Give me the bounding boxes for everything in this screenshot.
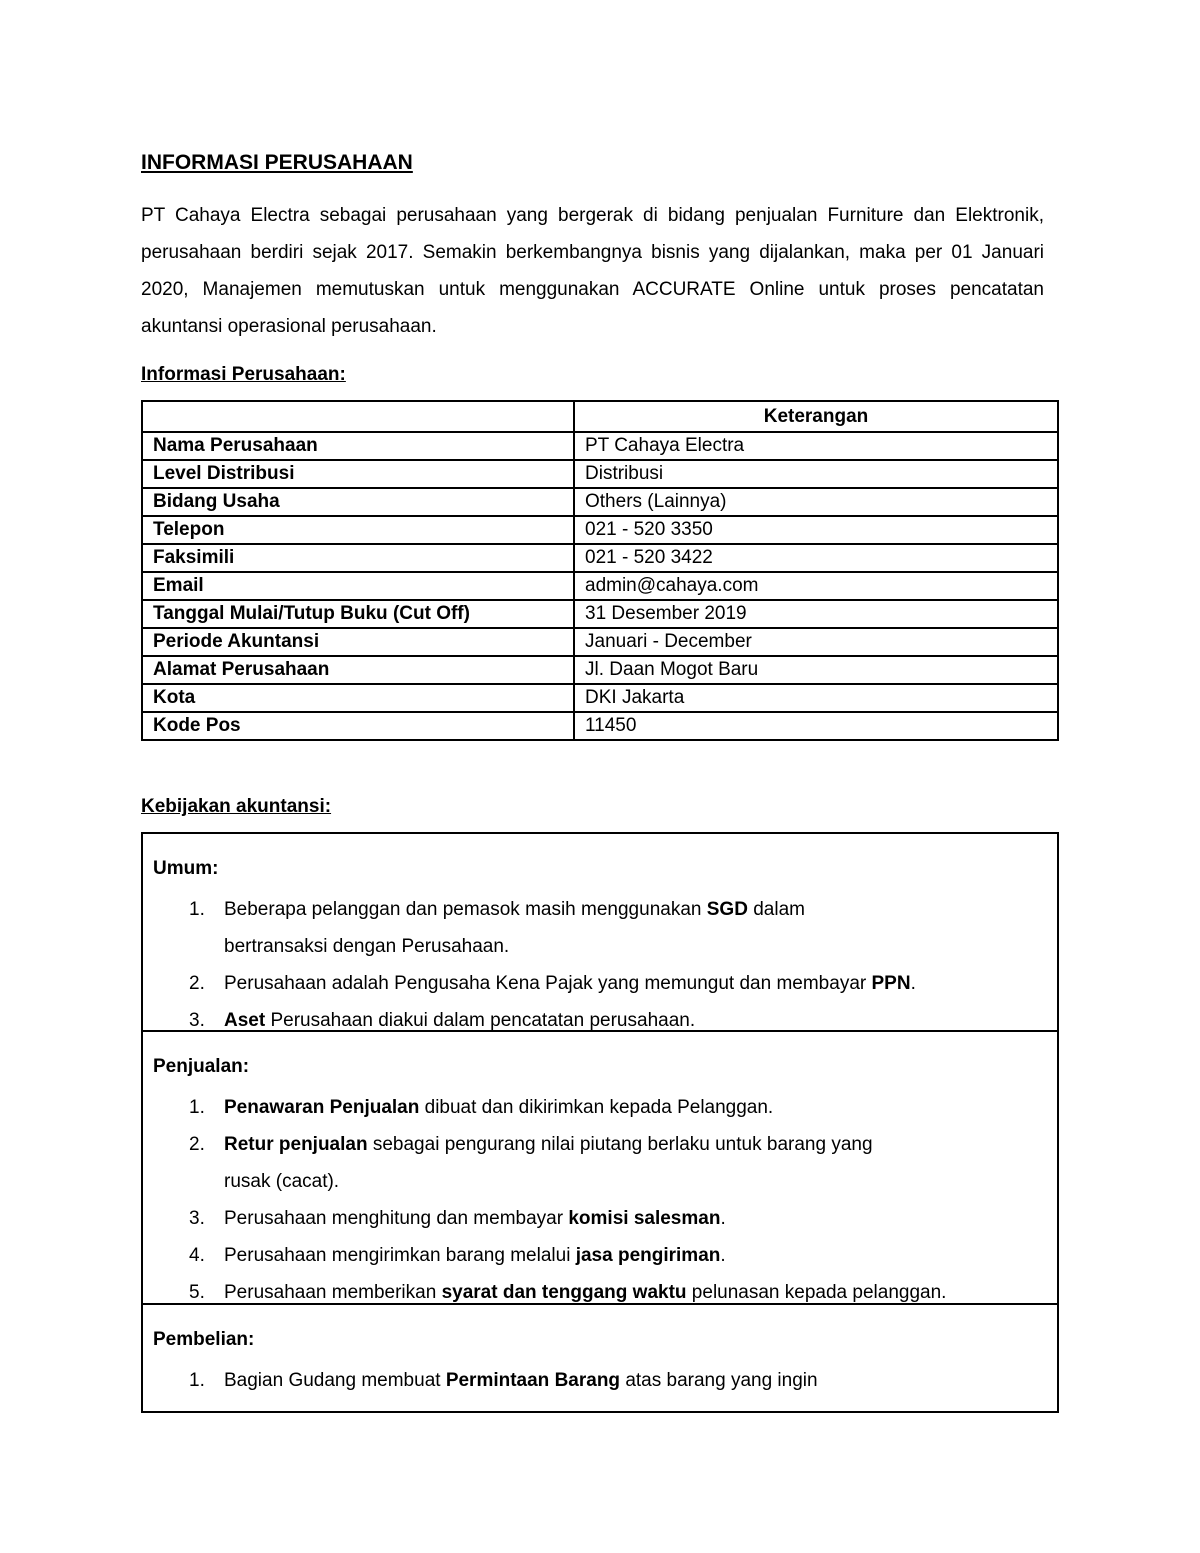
- item-text-bold: Retur penjualan: [224, 1134, 368, 1155]
- umum-title: Umum:: [153, 858, 219, 879]
- list-number: 1.: [189, 1370, 205, 1391]
- row-value: Januari - December: [574, 628, 1058, 656]
- item-text-bold: jasa pengiriman: [575, 1245, 721, 1266]
- list-number: 2.: [189, 973, 205, 994]
- list-number: 4.: [189, 1245, 205, 1266]
- row-value: 11450: [574, 712, 1058, 740]
- table-row: [142, 432, 1058, 460]
- umum-list: [143, 891, 1043, 1039]
- table-row: [142, 628, 1058, 656]
- list-item: [143, 1126, 1043, 1200]
- policy-umum-section: [143, 834, 1057, 1032]
- item-text-bold: SGD: [706, 899, 748, 920]
- list-number: 2.: [189, 1134, 205, 1155]
- item-text-post: Perusahaan diakui dalam pencatatan perusahaan.: [265, 1010, 696, 1031]
- item-text-post: .: [720, 1208, 726, 1229]
- row-value: PT Cahaya Electra: [574, 432, 1058, 460]
- row-value: 31 Desember 2019: [574, 600, 1058, 628]
- list-item: [143, 965, 1043, 1002]
- row-label: Kota: [142, 684, 574, 712]
- penjualan-list: [143, 1089, 1043, 1311]
- list-number: 3.: [189, 1010, 205, 1031]
- list-item: [143, 1089, 1043, 1126]
- row-value: 021 - 520 3422: [574, 544, 1058, 572]
- item-text-bold: Aset: [224, 1010, 266, 1031]
- table-row: [142, 712, 1058, 740]
- policy-title: Kebijakan akuntansi:: [141, 796, 332, 817]
- table-row: [142, 516, 1058, 544]
- pembelian-title: Pembelian:: [153, 1329, 255, 1350]
- item-text-bold: Penawaran Penjualan: [224, 1097, 420, 1118]
- row-label: Periode Akuntansi: [142, 628, 574, 656]
- item-text-post: pelunasan kepada pelanggan.: [686, 1282, 947, 1303]
- company-info-table: [141, 400, 1059, 741]
- row-value: Others (Lainnya): [574, 488, 1058, 516]
- header-keterangan: Keterangan: [574, 401, 1058, 432]
- policy-penjualan-section: [143, 1032, 1057, 1305]
- pembelian-list: [143, 1362, 1043, 1399]
- table-row: [142, 488, 1058, 516]
- intro-paragraph: PT Cahaya Electra sebagai perusahaan yang bergerak di bidang penjualan Furniture dan Elektronik, perusahaan berdiri sejak 2017. Semakin berkembangnya bisnis yang dijalankan, maka per 01 Januari 2020, Manajemen memutuskan untuk menggunakan ACCURATE Online untuk proses pencatatan akuntansi operasional perusahaan.: [141, 205, 1044, 337]
- row-value: DKI Jakarta: [574, 684, 1058, 712]
- row-label: Level Distribusi: [142, 460, 574, 488]
- item-text-pre: Perusahaan mengirimkan barang melalui: [224, 1245, 576, 1266]
- row-label: Faksimili: [142, 544, 574, 572]
- row-label: Kode Pos: [142, 712, 574, 740]
- item-text-line2: rusak (cacat).: [224, 1171, 340, 1192]
- row-label: Bidang Usaha: [142, 488, 574, 516]
- item-text-post: dalam: [747, 899, 805, 920]
- list-number: 3.: [189, 1208, 205, 1229]
- item-text-post: sebagai pengurang nilai piutang berlaku untuk barang yang: [367, 1134, 873, 1155]
- penjualan-title: Penjualan:: [153, 1056, 250, 1077]
- item-text-pre: Perusahaan menghitung dan membayar: [224, 1208, 569, 1229]
- item-text-bold: Permintaan Barang: [445, 1370, 621, 1391]
- list-item: [143, 891, 1043, 965]
- item-text-line2: bertransaksi dengan Perusahaan.: [224, 936, 510, 957]
- row-value: Jl. Daan Mogot Baru: [574, 656, 1058, 684]
- row-label: Nama Perusahaan: [142, 432, 574, 460]
- table-header-row: [142, 401, 1058, 432]
- row-value: admin@cahaya.com: [574, 572, 1058, 600]
- item-text-post: .: [720, 1245, 726, 1266]
- list-number: 1.: [189, 1097, 205, 1118]
- item-text-pre: Perusahaan memberikan: [224, 1282, 442, 1303]
- header-blank-cell: [142, 401, 574, 432]
- policy-box: [141, 832, 1059, 1413]
- item-text-pre: Beberapa pelanggan dan pemasok masih menggunakan: [224, 899, 707, 920]
- table-row: [142, 572, 1058, 600]
- list-item: [143, 1237, 1043, 1274]
- table-row: [142, 656, 1058, 684]
- page-title: INFORMASI PERUSAHAAN: [141, 151, 413, 174]
- policy-pembelian-section: [143, 1305, 1057, 1411]
- item-text-bold: syarat dan tenggang waktu: [441, 1282, 687, 1303]
- row-label: Telepon: [142, 516, 574, 544]
- list-number: 5.: [189, 1282, 205, 1303]
- item-text-pre: Bagian Gudang membuat: [224, 1370, 446, 1391]
- item-text-bold: PPN: [871, 973, 911, 994]
- item-text-post: dibuat dan dikirimkan kepada Pelanggan.: [419, 1097, 774, 1118]
- list-item: [143, 1200, 1043, 1237]
- item-text-post: .: [910, 973, 916, 994]
- table-row: [142, 600, 1058, 628]
- company-info-title: Informasi Perusahaan:: [141, 364, 346, 385]
- list-number: 1.: [189, 899, 205, 920]
- row-value: 021 - 520 3350: [574, 516, 1058, 544]
- item-text-bold: komisi salesman: [568, 1208, 721, 1229]
- list-item: [143, 1362, 1043, 1399]
- item-text-post: atas barang yang ingin: [620, 1370, 818, 1391]
- row-label: Tanggal Mulai/Tutup Buku (Cut Off): [142, 600, 574, 628]
- table-row: [142, 460, 1058, 488]
- table-row: [142, 684, 1058, 712]
- item-text-pre: Perusahaan adalah Pengusaha Kena Pajak yang memungut dan membayar: [224, 973, 872, 994]
- table-row: [142, 544, 1058, 572]
- row-value: Distribusi: [574, 460, 1058, 488]
- row-label: Alamat Perusahaan: [142, 656, 574, 684]
- row-label: Email: [142, 572, 574, 600]
